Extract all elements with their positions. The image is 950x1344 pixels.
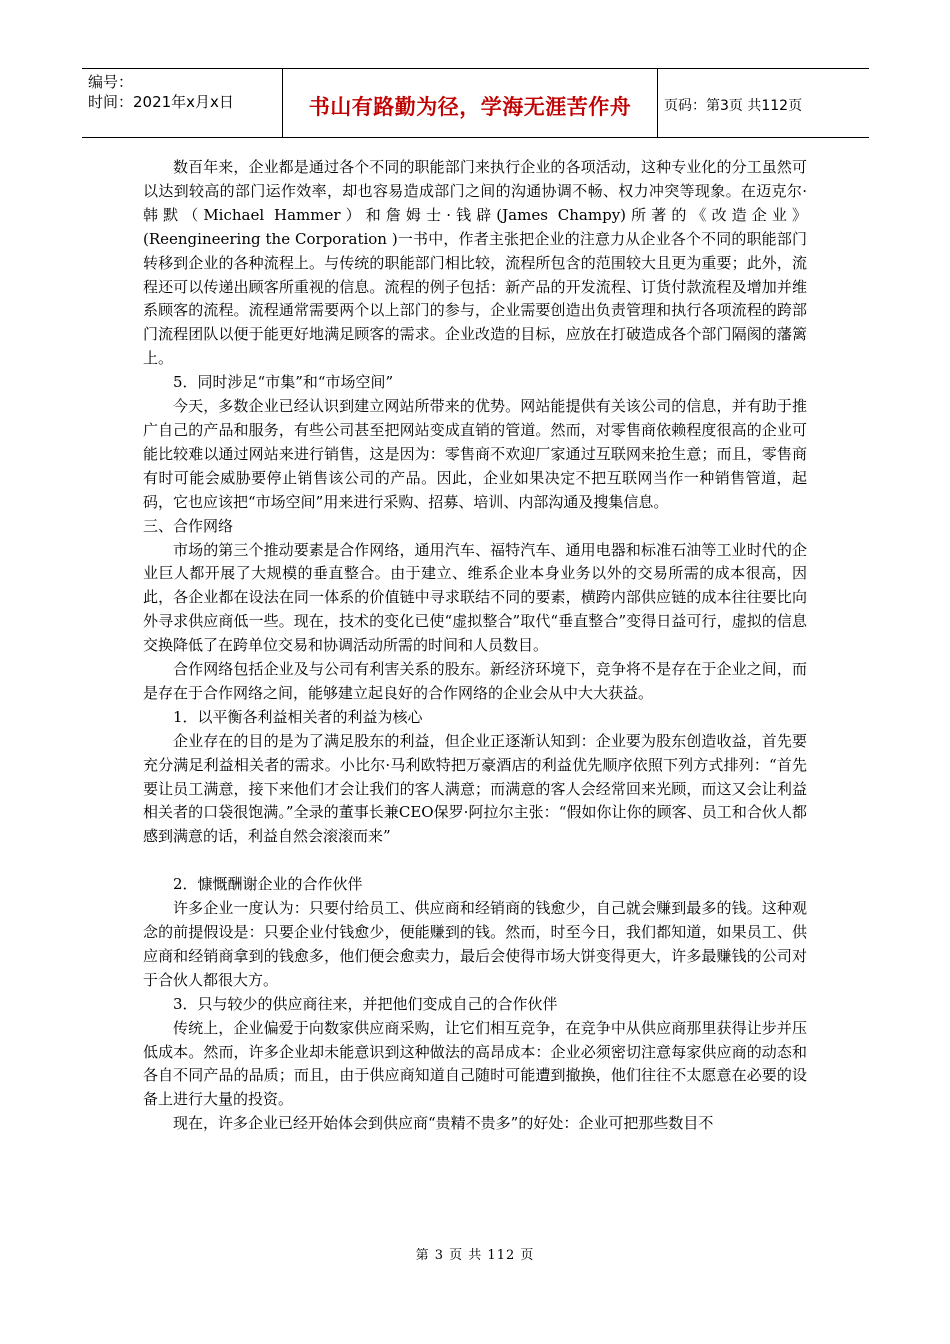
document-body — [143, 156, 807, 1136]
header-page-number: 页码：第3页 共112页 — [664, 98, 803, 114]
body-paragraph: 合作网络包括企业及与公司有利害关系的股东。新经济环境下，竞争将不是存在于企业之间，而是存在于合作网络之间，能够建立起良好的合作网络的企业会从中大大获益。 — [143, 660, 807, 702]
body-paragraph: 今天，多数企业已经认识到建立网站所带来的优势。网站能提供有关该公司的信息，并有助于推广自己的产品和服务，有些公司甚至把网站变成直销的管道。然而，对零售商依赖程度很高的企业可能比较难以通过网站来进行销售，这是因为：零售商不欢迎厂家通过互联网来抢生意；而且，零售商有时可能会威胁要停止销售该公司的产品。因此，企业如果决定不把互联网当作一种销售管道，起码，它也应该把“市场空间”用来进行采购、招募、培训、内部沟通及搜集信息。 — [143, 397, 807, 511]
body-paragraph: 传统上，企业偏爱于向数家供应商采购，让它们相互竞争，在竞争中从供应商那里获得让步并压低成本。然而，许多企业却未能意识到这种做法的高昂成本：企业必须密切注意每家供应商的动态和各自不同产品的品质；而且，由于供应商知道自己随时可能遭到撤换，他们往往不太愿意在必要的设备上进行大量的投资。 — [143, 1018, 807, 1109]
page-header — [82, 68, 869, 138]
body-paragraph: 企业存在的目的是为了满足股东的利益，但企业正逐渐认知到：企业要为股东创造收益，首先要充分满足利益相关者的需求。小比尔·马利欧特把万豪酒店的利益优先顺序依照下列方式排列：“首先要让员工满意，接下来他们才会让我们的客人满意；而满意的客人会经常回来光顾，而这又会让利益相关者的口袋很饱满。”全录的董事长兼CEO保罗·阿拉尔主张：“假如你让你的顾客、员工和合伙人都感到满意的话，利益自然会滚滚而来” — [143, 731, 807, 846]
section-heading: 三、合作网络 — [143, 516, 234, 535]
header-info-cell — [82, 69, 283, 137]
section-subheading: 5．同时涉足“市集”和“市场空间” — [173, 373, 394, 392]
header-motto: 书山有路勤为径，学海无涯苦作舟 — [308, 95, 632, 119]
body-paragraph: 现在，许多企业已经开始体会到供应商“贵精不贵多”的好处：企业可把那些数目不 — [173, 1114, 714, 1133]
page-footer: 第 3 页 共 112 页 — [415, 1248, 535, 1263]
body-paragraph: 许多企业一度认为：只要付给员工、供应商和经销商的钱愈少，自己就会赚到最多的钱。这种观念的前提假设是：只要企业付钱愈少，便能赚到的钱。然而，时至今日，我们都知道，如果员工、供应商和经销商拿到的钱愈多，他们便会愈卖力，最后会使得市场大饼变得更大，许多最赚钱的公司对于合伙人都很大方。 — [143, 899, 807, 989]
blank-line — [143, 849, 807, 873]
header-page-cell — [658, 69, 869, 137]
body-paragraph: 市场的第三个推动要素是合作网络，通用汽车、福特汽车、通用电器和标准石油等工业时代的企业巨人都开展了大规模的垂直整合。由于建立、维系企业本身业务以外的交易所需的成本很高，因此，各企业都在设法在同一体系的价值链中寻求联结不同的要素，横跨内部供应链的成本往往要比向外寻求供应商低一些。现在，技术的变化已使“虚拟整合”取代“垂直整合”变得日益可行，虚拟的信息交换降低了在跨单位交易和协调活动所需的时间和人员数目。 — [143, 540, 807, 655]
document-date-label: 时间：2021年x月x日 — [88, 93, 234, 111]
body-paragraph: 数百年来，企业都是通过各个不同的职能部门来执行企业的各项活动，这种专业化的分工虽然可以达到较高的部门运作效率，却也容易造成部门之间的沟通协调不畅、权力冲突等现象。在迈克尔·韩默（Michael Hammer）和詹姆士·钱辟(James Champy)所著的《改造企业》(Reengineering the Corporation )一书中，作者主张把企业的注意力从企业各个不同的职能部门转移到企业的各种流程上。与传统的职能部门相比较，流程所包含的范围较大且更为重要；此外，流程还可以传递出顾客所重视的信息。流程的例子包括：新产品的开发流程、订货付款流程及增加并维系顾客的流程。流程通常需要两个以上部门的参与，企业需要创造出负责管理和执行各项流程的跨部门流程团队以便于能更好地满足顾客的需求。企业改造的目标，应放在打破造成各个部门隔阂的藩篱上。 — [143, 158, 807, 368]
section-subheading: 1．以平衡各利益相关者的利益为核心 — [173, 707, 423, 726]
section-subheading: 3．只与较少的供应商往来，并把他们变成自己的合作伙伴 — [173, 994, 558, 1013]
header-motto-cell — [283, 69, 658, 137]
section-subheading: 2．慷慨酬谢企业的合作伙伴 — [173, 875, 363, 894]
document-number-label: 编号： — [88, 73, 134, 91]
